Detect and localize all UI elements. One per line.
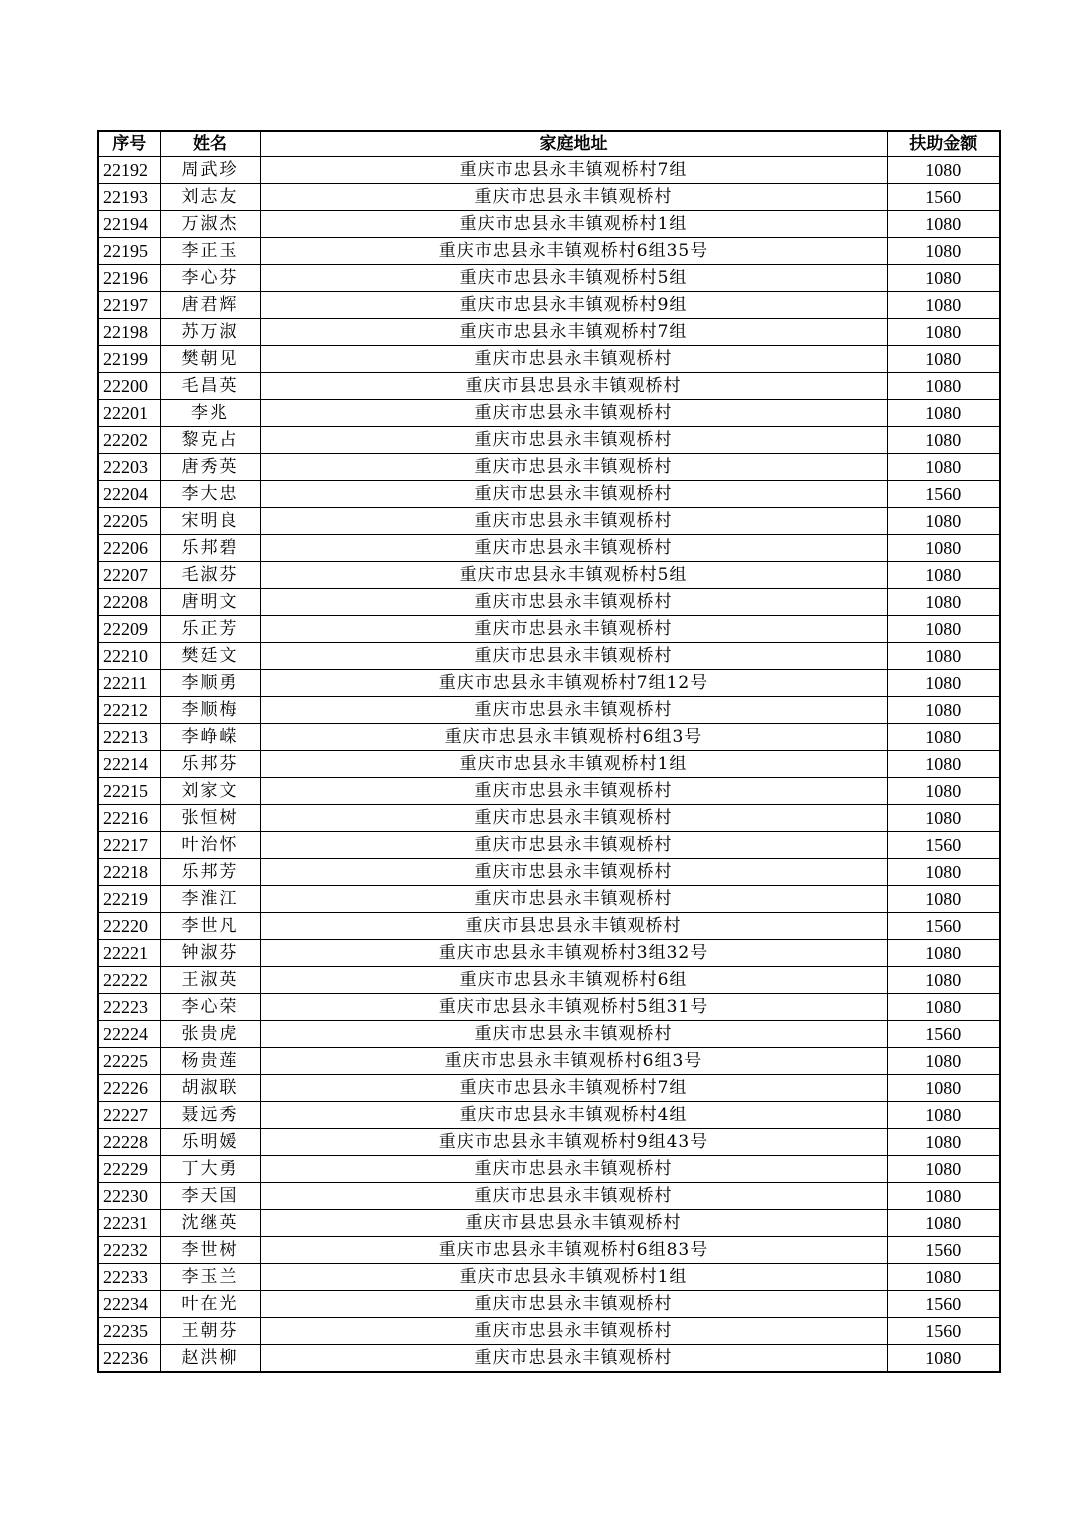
serial-no-cell: 22192 <box>98 157 160 184</box>
name-cell: 唐君辉 <box>160 292 260 319</box>
address-cell: 重庆市忠县永丰镇观桥村9组 <box>260 292 887 319</box>
table-row <box>98 1129 1000 1156</box>
serial-no-cell: 22200 <box>98 373 160 400</box>
amount-cell: 1080 <box>887 670 1000 697</box>
table-row <box>98 1075 1000 1102</box>
serial-no-cell: 22207 <box>98 562 160 589</box>
table-row <box>98 481 1000 508</box>
serial-no-cell: 22228 <box>98 1129 160 1156</box>
address-cell: 重庆市忠县永丰镇观桥村5组 <box>260 562 887 589</box>
address-cell: 重庆市忠县永丰镇观桥村4组 <box>260 1102 887 1129</box>
name-cell: 宋明良 <box>160 508 260 535</box>
address-cell: 重庆市忠县永丰镇观桥村1组 <box>260 211 887 238</box>
name-cell: 钟淑芬 <box>160 940 260 967</box>
address-cell: 重庆市忠县永丰镇观桥村 <box>260 508 887 535</box>
amount-cell: 1560 <box>887 481 1000 508</box>
amount-cell: 1560 <box>887 184 1000 211</box>
serial-no-cell: 22235 <box>98 1318 160 1345</box>
table-row <box>98 616 1000 643</box>
name-cell: 乐邦芬 <box>160 751 260 778</box>
address-cell: 重庆市忠县永丰镇观桥村 <box>260 1318 887 1345</box>
amount-cell: 1080 <box>887 1102 1000 1129</box>
name-cell: 丁大勇 <box>160 1156 260 1183</box>
serial-no-cell: 22196 <box>98 265 160 292</box>
serial-no-cell: 22220 <box>98 913 160 940</box>
table-row <box>98 1210 1000 1237</box>
amount-cell: 1080 <box>887 724 1000 751</box>
serial-no-cell: 22205 <box>98 508 160 535</box>
address-cell: 重庆市忠县永丰镇观桥村7组 <box>260 319 887 346</box>
amount-cell: 1560 <box>887 1291 1000 1318</box>
table-row <box>98 1318 1000 1345</box>
amount-cell: 1560 <box>887 1237 1000 1264</box>
table-row <box>98 1291 1000 1318</box>
name-cell: 李大忠 <box>160 481 260 508</box>
table-row <box>98 184 1000 211</box>
table-row <box>98 589 1000 616</box>
address-cell: 重庆市忠县永丰镇观桥村 <box>260 886 887 913</box>
address-cell: 重庆市忠县永丰镇观桥村 <box>260 1156 887 1183</box>
table-row <box>98 994 1000 1021</box>
header-name: 姓名 <box>160 131 260 157</box>
address-cell: 重庆市忠县永丰镇观桥村3组32号 <box>260 940 887 967</box>
address-cell: 重庆市忠县永丰镇观桥村7组 <box>260 157 887 184</box>
table-row <box>98 1345 1000 1373</box>
serial-no-cell: 22221 <box>98 940 160 967</box>
address-cell: 重庆市忠县永丰镇观桥村6组35号 <box>260 238 887 265</box>
serial-no-cell: 22199 <box>98 346 160 373</box>
amount-cell: 1080 <box>887 319 1000 346</box>
address-cell: 重庆市忠县永丰镇观桥村7组 <box>260 1075 887 1102</box>
amount-cell: 1080 <box>887 1156 1000 1183</box>
address-cell: 重庆市忠县永丰镇观桥村 <box>260 697 887 724</box>
amount-cell: 1080 <box>887 157 1000 184</box>
name-cell: 李世树 <box>160 1237 260 1264</box>
serial-no-cell: 22222 <box>98 967 160 994</box>
address-cell: 重庆市县忠县永丰镇观桥村 <box>260 913 887 940</box>
amount-cell: 1080 <box>887 616 1000 643</box>
amount-cell: 1080 <box>887 238 1000 265</box>
amount-cell: 1080 <box>887 1129 1000 1156</box>
serial-no-cell: 22213 <box>98 724 160 751</box>
address-cell: 重庆市忠县永丰镇观桥村5组 <box>260 265 887 292</box>
serial-no-cell: 22209 <box>98 616 160 643</box>
table-row <box>98 643 1000 670</box>
serial-no-cell: 22203 <box>98 454 160 481</box>
amount-cell: 1080 <box>887 1210 1000 1237</box>
amount-cell: 1080 <box>887 1183 1000 1210</box>
address-cell: 重庆市忠县永丰镇观桥村 <box>260 778 887 805</box>
table-row <box>98 238 1000 265</box>
name-cell: 王朝芬 <box>160 1318 260 1345</box>
table-row <box>98 670 1000 697</box>
address-cell: 重庆市县忠县永丰镇观桥村 <box>260 1210 887 1237</box>
name-cell: 唐秀英 <box>160 454 260 481</box>
address-cell: 重庆市忠县永丰镇观桥村6组3号 <box>260 1048 887 1075</box>
name-cell: 乐邦碧 <box>160 535 260 562</box>
address-cell: 重庆市忠县永丰镇观桥村6组3号 <box>260 724 887 751</box>
serial-no-cell: 22215 <box>98 778 160 805</box>
table-row <box>98 562 1000 589</box>
name-cell: 毛昌英 <box>160 373 260 400</box>
table-row <box>98 508 1000 535</box>
header-address: 家庭地址 <box>260 131 887 157</box>
serial-no-cell: 22195 <box>98 238 160 265</box>
name-cell: 李顺勇 <box>160 670 260 697</box>
serial-no-cell: 22231 <box>98 1210 160 1237</box>
address-cell: 重庆市忠县永丰镇观桥村 <box>260 184 887 211</box>
table-row <box>98 373 1000 400</box>
name-cell: 周武珍 <box>160 157 260 184</box>
serial-no-cell: 22214 <box>98 751 160 778</box>
table-row <box>98 1156 1000 1183</box>
address-cell: 重庆市忠县永丰镇观桥村 <box>260 616 887 643</box>
amount-cell: 1080 <box>887 265 1000 292</box>
name-cell: 杨贵莲 <box>160 1048 260 1075</box>
table-row <box>98 1264 1000 1291</box>
assistance-table <box>97 130 1001 1373</box>
serial-no-cell: 22193 <box>98 184 160 211</box>
serial-no-cell: 22226 <box>98 1075 160 1102</box>
table-row <box>98 211 1000 238</box>
serial-no-cell: 22229 <box>98 1156 160 1183</box>
name-cell: 万淑杰 <box>160 211 260 238</box>
amount-cell: 1080 <box>887 508 1000 535</box>
table-row <box>98 832 1000 859</box>
serial-no-cell: 22230 <box>98 1183 160 1210</box>
address-cell: 重庆市忠县永丰镇观桥村 <box>260 400 887 427</box>
header-row <box>98 131 1000 157</box>
name-cell: 王淑英 <box>160 967 260 994</box>
name-cell: 李正玉 <box>160 238 260 265</box>
name-cell: 乐正芳 <box>160 616 260 643</box>
amount-cell: 1080 <box>887 697 1000 724</box>
amount-cell: 1080 <box>887 292 1000 319</box>
amount-cell: 1080 <box>887 1345 1000 1373</box>
address-cell: 重庆市忠县永丰镇观桥村 <box>260 1021 887 1048</box>
serial-no-cell: 22227 <box>98 1102 160 1129</box>
table-row <box>98 535 1000 562</box>
address-cell: 重庆市忠县永丰镇观桥村 <box>260 859 887 886</box>
amount-cell: 1080 <box>887 967 1000 994</box>
name-cell: 苏万淑 <box>160 319 260 346</box>
table-row <box>98 859 1000 886</box>
serial-no-cell: 22201 <box>98 400 160 427</box>
serial-no-cell: 22208 <box>98 589 160 616</box>
amount-cell: 1080 <box>887 427 1000 454</box>
address-cell: 重庆市忠县永丰镇观桥村 <box>260 1345 887 1373</box>
amount-cell: 1080 <box>887 1264 1000 1291</box>
amount-cell: 1080 <box>887 859 1000 886</box>
name-cell: 赵洪柳 <box>160 1345 260 1373</box>
name-cell: 叶在光 <box>160 1291 260 1318</box>
address-cell: 重庆市忠县永丰镇观桥村 <box>260 1291 887 1318</box>
amount-cell: 1080 <box>887 1075 1000 1102</box>
address-cell: 重庆市忠县永丰镇观桥村 <box>260 346 887 373</box>
serial-no-cell: 22225 <box>98 1048 160 1075</box>
amount-cell: 1080 <box>887 211 1000 238</box>
amount-cell: 1080 <box>887 751 1000 778</box>
serial-no-cell: 22216 <box>98 805 160 832</box>
amount-cell: 1560 <box>887 1318 1000 1345</box>
serial-no-cell: 22197 <box>98 292 160 319</box>
table-row <box>98 157 1000 184</box>
name-cell: 乐明媛 <box>160 1129 260 1156</box>
table-row <box>98 427 1000 454</box>
table-row <box>98 751 1000 778</box>
amount-cell: 1560 <box>887 832 1000 859</box>
serial-no-cell: 22211 <box>98 670 160 697</box>
address-cell: 重庆市县忠县永丰镇观桥村 <box>260 373 887 400</box>
amount-cell: 1080 <box>887 373 1000 400</box>
name-cell: 李天国 <box>160 1183 260 1210</box>
serial-no-cell: 22232 <box>98 1237 160 1264</box>
amount-cell: 1080 <box>887 562 1000 589</box>
name-cell: 樊朝见 <box>160 346 260 373</box>
address-cell: 重庆市忠县永丰镇观桥村 <box>260 643 887 670</box>
serial-no-cell: 22236 <box>98 1345 160 1373</box>
amount-cell: 1080 <box>887 1048 1000 1075</box>
address-cell: 重庆市忠县永丰镇观桥村 <box>260 481 887 508</box>
address-cell: 重庆市忠县永丰镇观桥村 <box>260 454 887 481</box>
table-row <box>98 292 1000 319</box>
name-cell: 张恒树 <box>160 805 260 832</box>
name-cell: 毛淑芬 <box>160 562 260 589</box>
serial-no-cell: 22194 <box>98 211 160 238</box>
amount-cell: 1080 <box>887 886 1000 913</box>
serial-no-cell: 22223 <box>98 994 160 1021</box>
table-row <box>98 940 1000 967</box>
amount-cell: 1080 <box>887 805 1000 832</box>
serial-no-cell: 22210 <box>98 643 160 670</box>
name-cell: 李兆 <box>160 400 260 427</box>
address-cell: 重庆市忠县永丰镇观桥村 <box>260 1183 887 1210</box>
amount-cell: 1560 <box>887 913 1000 940</box>
table-row <box>98 886 1000 913</box>
serial-no-cell: 22206 <box>98 535 160 562</box>
name-cell: 乐邦芳 <box>160 859 260 886</box>
table-header <box>98 131 1000 157</box>
serial-no-cell: 22217 <box>98 832 160 859</box>
amount-cell: 1560 <box>887 1021 1000 1048</box>
serial-no-cell: 22202 <box>98 427 160 454</box>
address-cell: 重庆市忠县永丰镇观桥村1组 <box>260 751 887 778</box>
name-cell: 李心芬 <box>160 265 260 292</box>
name-cell: 李心荣 <box>160 994 260 1021</box>
header-serial-no: 序号 <box>98 131 160 157</box>
name-cell: 唐明文 <box>160 589 260 616</box>
name-cell: 胡淑联 <box>160 1075 260 1102</box>
name-cell: 聂远秀 <box>160 1102 260 1129</box>
table-row <box>98 805 1000 832</box>
serial-no-cell: 22198 <box>98 319 160 346</box>
name-cell: 刘志友 <box>160 184 260 211</box>
serial-no-cell: 22224 <box>98 1021 160 1048</box>
address-cell: 重庆市忠县永丰镇观桥村1组 <box>260 1264 887 1291</box>
serial-no-cell: 22233 <box>98 1264 160 1291</box>
name-cell: 沈继英 <box>160 1210 260 1237</box>
name-cell: 刘家文 <box>160 778 260 805</box>
address-cell: 重庆市忠县永丰镇观桥村 <box>260 805 887 832</box>
amount-cell: 1080 <box>887 940 1000 967</box>
table-body <box>98 157 1000 1373</box>
table-row <box>98 346 1000 373</box>
serial-no-cell: 22234 <box>98 1291 160 1318</box>
table-row <box>98 1237 1000 1264</box>
name-cell: 李峥嵘 <box>160 724 260 751</box>
name-cell: 李顺梅 <box>160 697 260 724</box>
amount-cell: 1080 <box>887 346 1000 373</box>
address-cell: 重庆市忠县永丰镇观桥村7组12号 <box>260 670 887 697</box>
address-cell: 重庆市忠县永丰镇观桥村6组83号 <box>260 1237 887 1264</box>
amount-cell: 1080 <box>887 643 1000 670</box>
amount-cell: 1080 <box>887 454 1000 481</box>
amount-cell: 1080 <box>887 994 1000 1021</box>
name-cell: 李玉兰 <box>160 1264 260 1291</box>
table-row <box>98 1183 1000 1210</box>
table-row <box>98 913 1000 940</box>
address-cell: 重庆市忠县永丰镇观桥村 <box>260 589 887 616</box>
table-row <box>98 724 1000 751</box>
name-cell: 李淮江 <box>160 886 260 913</box>
serial-no-cell: 22212 <box>98 697 160 724</box>
table-row <box>98 319 1000 346</box>
amount-cell: 1080 <box>887 535 1000 562</box>
name-cell: 樊廷文 <box>160 643 260 670</box>
table-row <box>98 697 1000 724</box>
table-row <box>98 967 1000 994</box>
name-cell: 叶治怀 <box>160 832 260 859</box>
address-cell: 重庆市忠县永丰镇观桥村 <box>260 832 887 859</box>
address-cell: 重庆市忠县永丰镇观桥村5组31号 <box>260 994 887 1021</box>
name-cell: 黎克占 <box>160 427 260 454</box>
table-row <box>98 1102 1000 1129</box>
serial-no-cell: 22219 <box>98 886 160 913</box>
table-row <box>98 454 1000 481</box>
table-row <box>98 1021 1000 1048</box>
serial-no-cell: 22218 <box>98 859 160 886</box>
amount-cell: 1080 <box>887 589 1000 616</box>
address-cell: 重庆市忠县永丰镇观桥村6组 <box>260 967 887 994</box>
serial-no-cell: 22204 <box>98 481 160 508</box>
address-cell: 重庆市忠县永丰镇观桥村9组43号 <box>260 1129 887 1156</box>
address-cell: 重庆市忠县永丰镇观桥村 <box>260 535 887 562</box>
table-row <box>98 1048 1000 1075</box>
header-amount: 扶助金额 <box>887 131 1000 157</box>
amount-cell: 1080 <box>887 778 1000 805</box>
name-cell: 张贵虎 <box>160 1021 260 1048</box>
table-row <box>98 778 1000 805</box>
amount-cell: 1080 <box>887 400 1000 427</box>
name-cell: 李世凡 <box>160 913 260 940</box>
address-cell: 重庆市忠县永丰镇观桥村 <box>260 427 887 454</box>
table-row <box>98 265 1000 292</box>
table-row <box>98 400 1000 427</box>
